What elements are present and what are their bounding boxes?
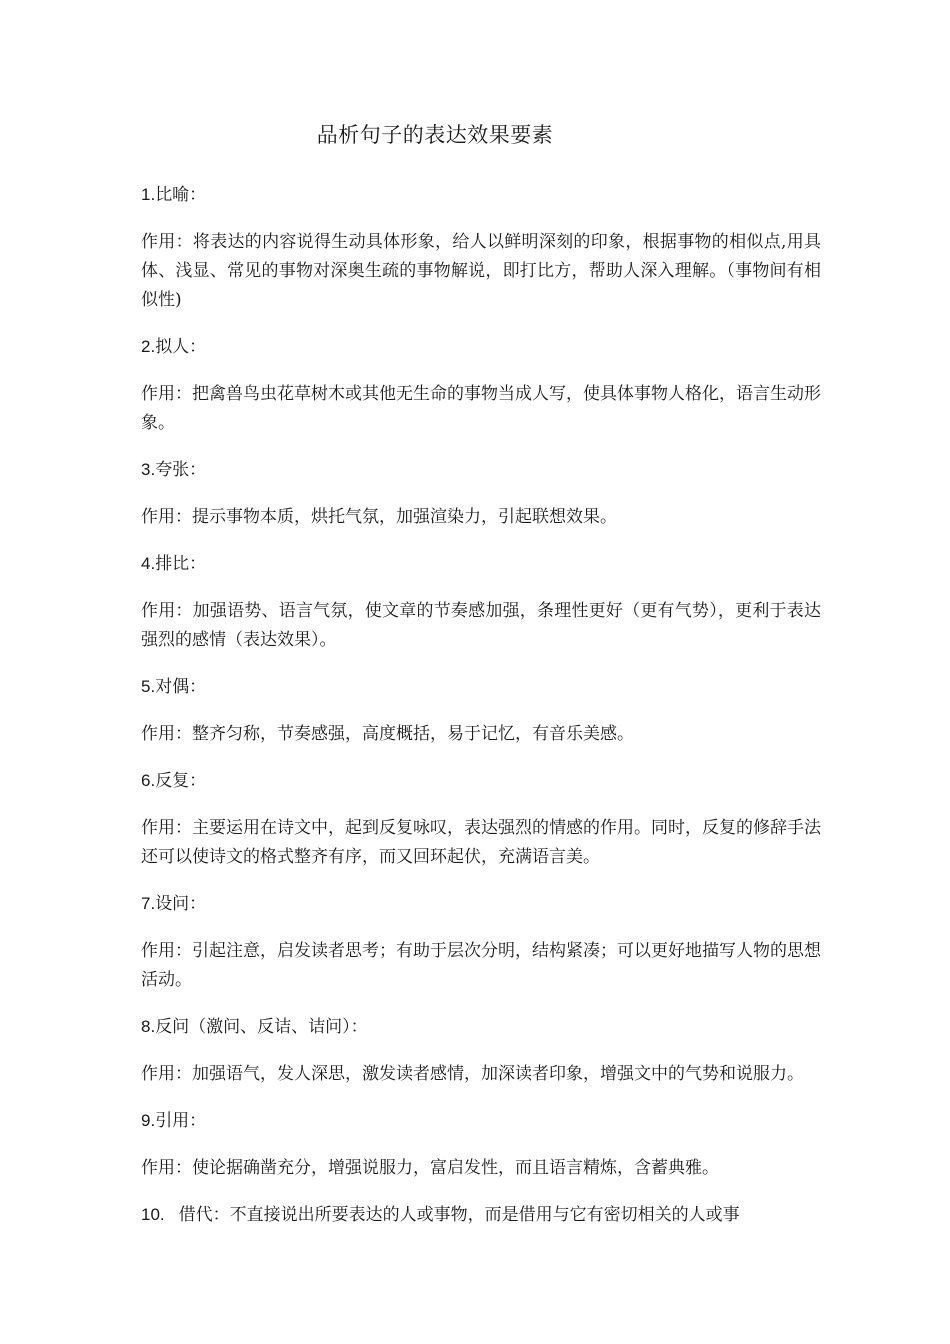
section-number: 10. <box>141 1205 165 1224</box>
section-body-5: 作用：整齐匀称，节奏感强，高度概括，易于记忆，有音乐美感。 <box>141 724 634 744</box>
section-title: 夸张： <box>155 460 207 480</box>
section-heading-4 <box>141 549 821 579</box>
section-item-10-text: 借代：不直接说出所要表达的人或事物，而是借用与它有密切相关的人或事 <box>178 1205 740 1225</box>
section-heading-9 <box>141 1106 821 1136</box>
section-body-3: 作用：提示事物本质，烘托气氛，加强渲染力，引起联想效果。 <box>141 507 617 527</box>
section-number: 6. <box>141 771 156 790</box>
section-number: 4. <box>141 554 156 573</box>
section-number: 7. <box>141 894 156 913</box>
section-heading-6 <box>141 766 821 796</box>
section-body-8: 作用：加强语气，发人深思，激发读者感情，加深读者印象，增强文中的气势和说服力。 <box>141 1064 804 1084</box>
section-body-6: 作用：主要运用在诗文中，起到反复咏叹，表达强烈的情感的作用。同时，反复的修辞手法还可以使诗文的格式整齐有序，而又回环起伏，充满语言美。 <box>141 818 821 867</box>
section-number: 8. <box>141 1017 156 1036</box>
document-body <box>141 180 821 1230</box>
section-number: 2. <box>141 337 156 356</box>
section-body-1: 作用：将表达的内容说得生动具体形象，给人以鲜明深刻的印象，根据事物的相似点,用具体、浅显、常见的事物对深奥生疏的事物解说，即打比方，帮助人深入理解。（事物间有相似性) <box>141 232 821 310</box>
section-heading-2 <box>141 332 821 362</box>
section-heading-7 <box>141 889 821 919</box>
section-title: 排比： <box>155 554 207 574</box>
section-title: 引用： <box>155 1111 207 1131</box>
section-title: 反问（激问、反诘、诘问）： <box>155 1017 368 1037</box>
section-body-2: 作用：把禽兽鸟虫花草树木或其他无生命的事物当成人写，使具体事物人格化，语言生动形象。 <box>141 384 821 433</box>
section-body-9: 作用：使论据确凿充分，增强说服力，富启发性，而且语言精炼，含蓄典雅。 <box>141 1158 719 1178</box>
section-title: 对偶： <box>155 677 207 697</box>
section-number: 9. <box>141 1111 156 1130</box>
section-heading-5 <box>141 672 821 702</box>
section-number: 3. <box>141 460 156 479</box>
section-heading-1 <box>141 180 821 210</box>
section-item-10 <box>141 1200 821 1230</box>
section-body-7: 作用：引起注意，启发读者思考；有助于层次分明，结构紧凑；可以更好地描写人物的思想活动。 <box>141 941 821 990</box>
section-title: 拟人： <box>155 337 207 357</box>
section-body-4: 作用：加强语势、语言气氛，使文章的节奏感加强，条理性更好（更有气势），更利于表达强烈的感情（表达效果）。 <box>141 601 821 650</box>
section-number: 5. <box>141 677 156 696</box>
section-number: 1. <box>141 185 156 204</box>
section-heading-3 <box>141 455 821 485</box>
section-heading-8 <box>141 1012 821 1042</box>
section-title: 设问： <box>155 894 207 914</box>
section-title: 反复： <box>155 771 207 791</box>
section-title: 比喻： <box>155 185 207 205</box>
page-title: 品析句子的表达效果要素 <box>316 123 554 147</box>
